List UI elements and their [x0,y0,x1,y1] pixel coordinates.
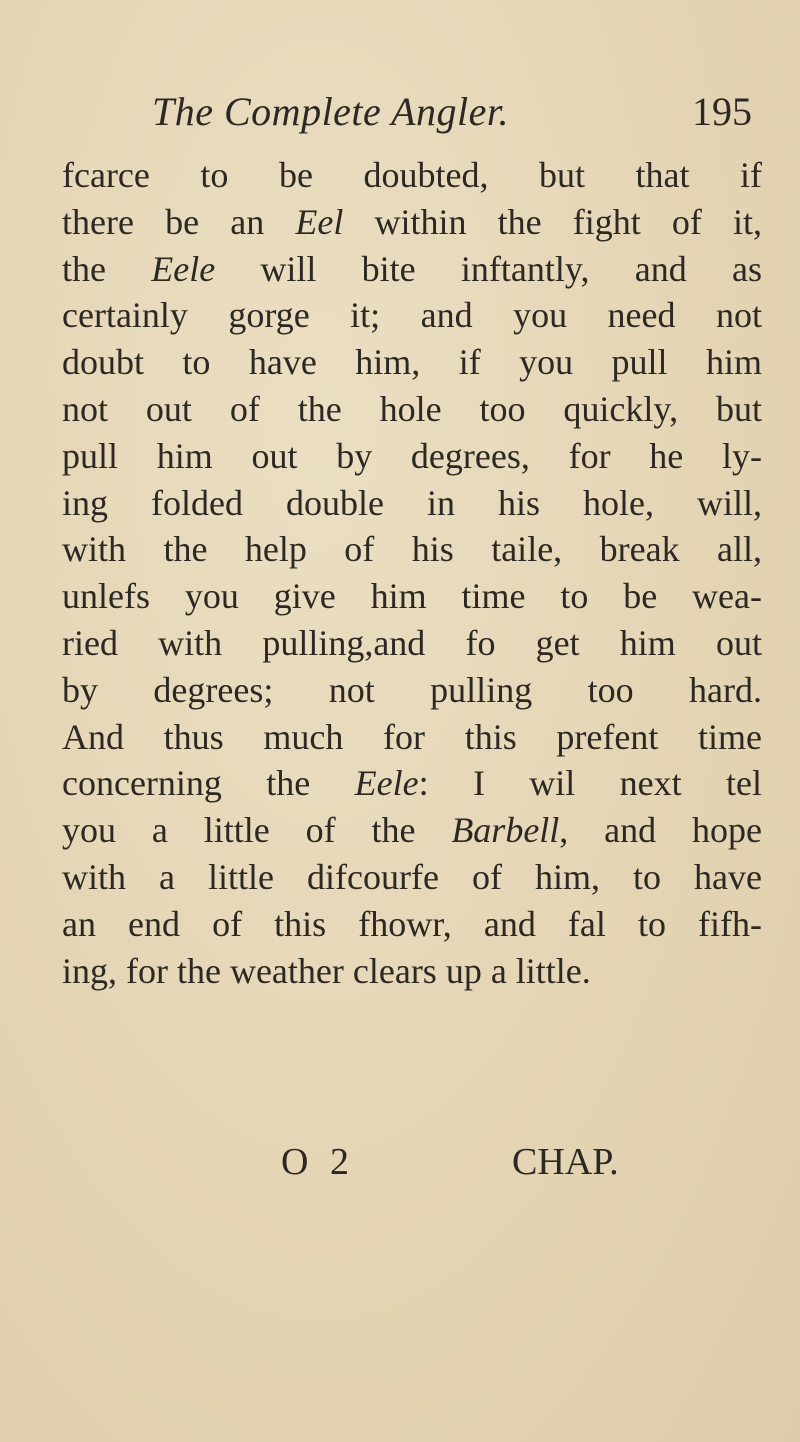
page-number: 195 [692,89,752,134]
text-line: with a little difcourfe of him, to have [62,856,762,897]
text-line: with the help of his taile, break all, [62,529,762,570]
italic-term: Eele [354,763,419,804]
page-footer [0,1140,800,1190]
text-line: doubt to have him, if you pull him [62,342,762,383]
text-line: pull him out by degrees, for he ly- [62,435,762,476]
text-line: an end of this fhowr, and fal to fifh- [62,903,762,944]
text-line: ried with pulling,and fo get him out [62,622,762,663]
text-line: you a little of the Barbell, and hope [62,810,762,851]
text-line: certainly gorge it; and you need not [62,295,762,336]
text-line: ing, for the weather clears up a little. [62,950,591,991]
text-line: concerning the Eele: I wil next tel [62,763,762,804]
italic-term: Eele [151,248,216,289]
text-line: fcarce to be doubted, but that if [62,155,762,195]
text-line: And thus much for this prefent time [62,716,762,757]
text-line: not out of the hole too quickly, but [62,388,762,429]
text-line: there be an Eel within the fight of it, [62,201,763,242]
catchword: CHAP. [512,1141,619,1183]
italic-term: Barbell [451,810,560,851]
text-line: ing folded double in his hole, will, [62,482,762,523]
running-head [0,88,800,138]
text-line: by degrees; not pulling too hard. [62,669,762,710]
body-text [62,152,762,994]
signature-mark: O 2 [281,1141,355,1183]
running-title: The Complete Angler. [152,89,510,134]
text-line: the Eele will bite inftantly, and as [62,248,763,289]
text-line: unlefs you give him time to be wea- [62,576,762,617]
italic-term: Eel [295,201,344,242]
